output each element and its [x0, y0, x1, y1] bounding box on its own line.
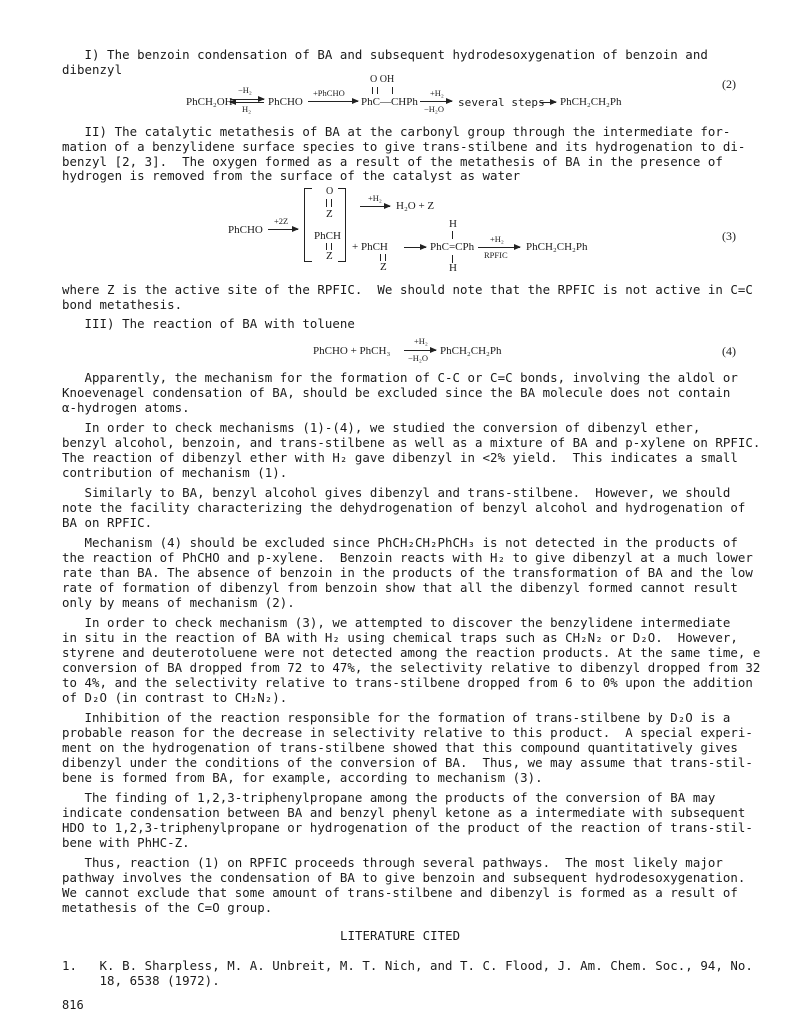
eq3-end: PhCH₂CH₂Ph — [526, 241, 588, 253]
eq2-arrow2 — [308, 101, 358, 102]
eq3-h2-top: +H₂ — [368, 193, 382, 203]
eq2-single-bond — [392, 87, 393, 94]
eq3-arrow1-top: +2Z — [274, 216, 289, 226]
paragraph-5-line-1: In order to check mechanism (3), we attempted to discover the benzylidene intermediate — [62, 615, 731, 630]
eq2-arrow1-bottom: H₂ — [242, 104, 252, 114]
eq3-water: H₂O + Z — [396, 200, 435, 212]
section-2-line-3: benzyl [2, 3]. The oxygen formed as a result of the metathesis of BA in the presence of — [62, 154, 723, 169]
after-eq3-line-1: where Z is the active site of the RPFIC. We should note that the RPFIC is not active in C=C — [62, 282, 753, 297]
section-2-line-4: hydrogen is removed from the surface of the catalyst as water — [62, 168, 521, 183]
paragraph-4-line-4: rate of formation of dibenzyl from benzoin show that all the dibenzyl formed cannot result — [62, 580, 738, 595]
paragraph-6-line-1: Inhibition of the reaction responsible for the formation of trans-stilbene by D₂O is a — [62, 710, 731, 725]
paragraph-1-line-2: Knoevenagel condensation of BA, should be excluded since the BA molecule does not contain — [62, 385, 731, 400]
reference-1-line-2: 18, 6538 (1972). — [62, 973, 220, 988]
eq2-double-bond — [372, 87, 378, 94]
eq2-mid1: PhCHO — [268, 96, 303, 108]
eq2-number: (2) — [722, 77, 736, 91]
eq3-right-bracket — [338, 188, 346, 262]
paragraph-1-line-1: Apparently, the mechanism for the formation of C-C or C=C bonds, involving the aldol or — [62, 370, 738, 385]
eq3-phch-Z: Z — [380, 261, 387, 273]
paragraph-2-line-4: contribution of mechanism (1). — [62, 465, 288, 480]
eq2-mid2: PhC—CHPh — [361, 96, 418, 108]
paragraph-4-line-3: rate than BA. The absence of benzoin in the products of the transformation of BA and the low — [62, 565, 753, 580]
paragraph-6-line-5: bene is formed from BA, for example, according to mechanism (3). — [62, 770, 543, 785]
literature-heading: LITERATURE CITED — [340, 928, 461, 943]
paragraph-2-line-1: In order to check mechanisms (1)-(4), we studied the conversion of dibenzyl ether, — [62, 420, 701, 435]
paragraph-4-line-1: Mechanism (4) should be excluded since PhCH₂CH₂PhCH₃ is not detected in the products of — [62, 535, 738, 550]
eq3-last-arrow — [478, 247, 520, 248]
paragraph-8-line-1: Thus, reaction (1) on RPFIC proceeds through several pathways. The most likely major — [62, 855, 723, 870]
paragraph-6-line-2: probable reason for the decrease in selectivity relative to this product. A special experi- — [62, 725, 753, 740]
paragraph-5-line-6: of D₂O (in contrast to CH₂N₂). — [62, 690, 288, 705]
eq2-arrow3-bottom: −H₂O — [424, 104, 445, 114]
page-number: 816 — [62, 998, 84, 1012]
paragraph-7-line-3: HDO to 1,2,3-triphenylpropane or hydrogenation of the product of the reaction of trans-stil- — [62, 820, 753, 835]
eq3-arrow-h2 — [360, 206, 390, 207]
eq3-arrow1 — [268, 229, 298, 230]
eq4-right: PhCH₂CH₂Ph — [440, 345, 502, 357]
eq2-arrow1-top: −H₂ — [238, 85, 252, 95]
eq3-plus-phch: + PhCH — [352, 241, 388, 253]
eq3-box-O: O — [326, 186, 334, 197]
paragraph-5-line-4: conversion of BA dropped from 72 to 47%, the selectivity relative to dibenzyl dropped from 32 — [62, 660, 761, 675]
eq3-start: PhCHO — [228, 224, 263, 236]
paragraph-5-line-3: styrene and deuterotoluene were not detected among the reaction products. At the same time, e — [62, 645, 761, 660]
eq4-number: (4) — [722, 344, 736, 358]
section-2-line-2: mation of a benzylidene surface species to give trans-stilbene and its hydrogenation to di- — [62, 139, 746, 154]
after-eq3-line-2: bond metathesis. — [62, 297, 183, 312]
eq3-left-bracket — [304, 188, 312, 262]
paragraph-3-line-3: BA on RPFIC. — [62, 515, 153, 530]
eq2-start: PhCH₂OH — [186, 96, 233, 108]
paragraph-1-line-3: α-hydrogen atoms. — [62, 400, 190, 415]
eq3-arrow-stilbene — [404, 247, 426, 248]
eq4-arrow-bottom: −H₂O — [408, 353, 429, 363]
paragraph-8-line-2: pathway involves the condensation of BA to give benzoin and subsequent hydrodesoxygenation. — [62, 870, 746, 885]
paragraph-7-line-1: The finding of 1,2,3-triphenylpropane among the products of the conversion of BA may — [62, 790, 716, 805]
eq2-end: PhCH₂CH₂Ph — [560, 96, 622, 108]
eq2-backward-arrow — [230, 102, 264, 103]
paragraph-6-line-4: dibenzyl under the conditions of the conversion of BA. Thus, we may assume that trans-stil- — [62, 755, 753, 770]
eq3-box-bottom: PhCH — [314, 230, 341, 242]
reference-1-line-1: 1. K. B. Sharpless, M. A. Unbreit, M. T. Nich, and T. C. Flood, J. Am. Chem. Soc., 94, No. — [62, 958, 753, 973]
eq3-box-Z-top: Z — [326, 208, 333, 220]
eq4-arrow-top: +H₂ — [414, 336, 428, 346]
eq2-arrow3-top: +H₂ — [430, 88, 444, 98]
eq3-phch-double-bond — [380, 254, 386, 261]
eq3-box-Z-bottom: Z — [326, 250, 333, 262]
section-1-line-2: dibenzyl — [62, 62, 123, 77]
eq4-arrow — [404, 350, 436, 351]
section-3-heading: III) The reaction of BA with toluene — [62, 316, 355, 331]
eq3-stilbene: PhC=CPh — [430, 241, 475, 253]
paragraph-4-line-2: the reaction of PhCHO and p-xylene. Benzoin reacts with H₂ to give dibenzyl at a much lower — [62, 550, 753, 565]
paragraph-6-line-3: ment on the hydrogenation of trans-stilbene showed that this compound quantitatively gives — [62, 740, 738, 755]
eq3-box-bottom-double-bond — [326, 243, 332, 250]
eq4-left: PhCHO + PhCH₃ — [313, 345, 391, 357]
eq3-H-top-bond — [452, 231, 453, 239]
eq2-top-labels: O OH — [370, 74, 395, 85]
paragraph-2-line-2: benzyl alcohol, benzoin, and trans-stilbene as well as a mixture of BA and p-xylene on RPFIC. — [62, 435, 761, 450]
eq2-arrow4 — [540, 102, 556, 103]
eq2-arrow2-top: +PhCHO — [313, 88, 345, 98]
eq2-arrow3 — [420, 101, 452, 102]
paragraph-8-line-4: metathesis of the C=O group. — [62, 900, 273, 915]
section-2-line-1: II) The catalytic metathesis of BA at the carbonyl group through the intermediate for- — [62, 124, 731, 139]
eq3-last-arrow-bottom: RPFIC — [484, 250, 508, 260]
eq3-number: (3) — [722, 229, 736, 243]
paragraph-3-line-2: note the facility characterizing the dehydrogenation of benzyl alcohol and hydrogenation of — [62, 500, 746, 515]
eq3-H-top: H — [449, 218, 457, 230]
paragraph-5-line-5: to 4%, and the selectivity relative to trans-stilbene dropped from 6 to 0% upon the addition — [62, 675, 753, 690]
paragraph-5-line-2: in situ in the reaction of BA with H₂ using chemical traps such as CH₂N₂ or D₂O. However, — [62, 630, 738, 645]
eq3-last-arrow-top: +H₂ — [490, 234, 504, 244]
paragraph-7-line-4: bene with PhHC-Z. — [62, 835, 190, 850]
eq3-box-top-double-bond — [326, 199, 332, 207]
section-1-line-1: I) The benzoin condensation of BA and subsequent hydrodesoxygenation of benzoin and — [62, 47, 708, 62]
paragraph-2-line-3: The reaction of dibenzyl ether with H₂ gave dibenzyl in <2% yield. This indicates a small — [62, 450, 738, 465]
paragraph-3-line-1: Similarly to BA, benzyl alcohol gives dibenzyl and trans-stilbene. However, we should — [62, 485, 731, 500]
paragraph-8-line-3: We cannot exclude that some amount of trans-stilbene and dibenzyl is formed as a result of — [62, 885, 738, 900]
paragraph-7-line-2: indicate condensation between BA and benzyl phenyl ketone as a intermediate with subsequent — [62, 805, 746, 820]
eq2-steps: several steps — [458, 96, 545, 109]
eq3-H-bottom: H — [449, 262, 457, 274]
paragraph-4-line-5: only by means of mechanism (2). — [62, 595, 295, 610]
